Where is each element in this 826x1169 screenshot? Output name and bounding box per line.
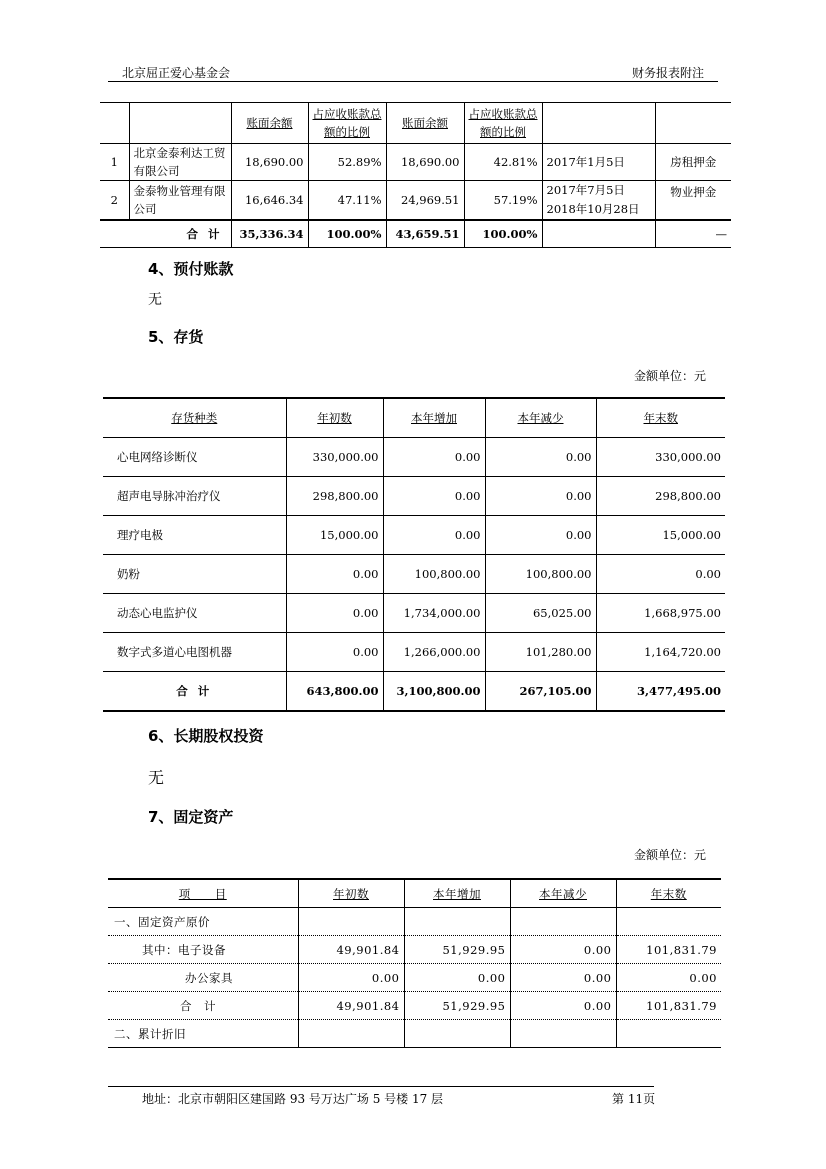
column-header: 项 目 [108,879,298,908]
value-increase [404,1020,510,1048]
item-name: 理疗电极 [103,516,286,555]
table-row [108,936,721,964]
value-begin: 0.00 [286,555,383,594]
table-row [108,964,721,992]
value-end: 298,800.00 [596,477,725,516]
value-decrease: 101,280.00 [485,633,596,672]
value-increase [404,908,510,936]
header-cell: 账面余额 [231,103,308,144]
column-header: 年末数 [596,398,725,438]
column-header: 年初数 [286,398,383,438]
receivables-table [100,102,731,248]
header-cell [100,103,129,144]
value-begin: 49,901.84 [298,992,404,1020]
value-begin: 330,000.00 [286,438,383,477]
item-name: 动态心电监护仪 [103,594,286,633]
balance-end: 18,690.00 [386,144,464,181]
balance-begin: 18,690.00 [231,144,308,181]
row-number: 2 [100,181,129,221]
section-7-unit: 金额单位：元 [634,848,707,862]
section-5-unit: 金额单位：元 [634,369,707,383]
value-decrease: 0.00 [485,477,596,516]
page-number: 第 11页 [612,1092,656,1106]
item-name: 奶粉 [103,555,286,594]
value-end: 330,000.00 [596,438,725,477]
column-header: 年末数 [616,879,721,908]
total-begin: 643,800.00 [286,672,383,712]
table-row [103,516,725,555]
date: 2017年7月5日 [546,183,625,197]
table-row [103,555,725,594]
item-name: 办公家具 [108,964,298,992]
item-name: 一、固定资产原价 [108,908,298,936]
value-begin: 0.00 [286,594,383,633]
row-number: 1 [100,144,129,181]
total-note: — [655,220,731,247]
date-secondary: 2018年10月28日 [546,202,640,216]
value-decrease: 100,800.00 [485,555,596,594]
value-decrease [510,1020,616,1048]
date: 2017年1月5日 [542,144,655,181]
item-name: 数字式多道心电图机器 [103,633,286,672]
value-increase: 0.00 [383,516,485,555]
table-row [103,477,725,516]
table-row [108,908,721,936]
debtor-name: 金泰物业管理有限公司 [129,181,231,221]
value-end: 101,831.79 [616,936,721,964]
footer-address: 地址：北京市朝阳区建国路 93 号万达广场 5 号楼 17 层 [142,1092,444,1106]
total-label: 合 计 [100,220,231,247]
column-header: 本年减少 [510,879,616,908]
value-increase: 1,266,000.00 [383,633,485,672]
value-end: 0.00 [616,964,721,992]
column-header: 本年增加 [383,398,485,438]
total-label: 合 计 [103,672,286,712]
header-cell: 占应收账款总额的比例 [464,103,542,144]
value-increase: 51,929.95 [404,992,510,1020]
table-row [108,1020,721,1048]
table-row [103,438,725,477]
header-cell [655,103,731,144]
total-end: 3,477,495.00 [636,684,721,698]
balance-begin: 16,646.34 [231,181,308,221]
value-increase: 100,800.00 [383,555,485,594]
value-decrease: 0.00 [510,936,616,964]
ratio-begin: 47.11% [308,181,386,221]
header-org: 北京屈正爱心基金会 [122,66,231,80]
value-begin: 15,000.00 [286,516,383,555]
value-decrease: 0.00 [485,438,596,477]
value-begin: 0.00 [286,633,383,672]
total-balance-end: 43,659.51 [386,220,464,247]
value-begin [298,1020,404,1048]
header-cell: 账面余额 [386,103,464,144]
footer-divider [108,1086,654,1087]
ratio-begin: 52.89% [308,144,386,181]
total-date [542,220,655,247]
header-cell [129,103,231,144]
item-name: 合 计 [108,992,298,1020]
value-end: 1,668,975.00 [596,594,725,633]
table-row [100,181,731,221]
column-header: 年初数 [298,879,404,908]
value-end: 1,164,720.00 [596,633,725,672]
note: 房租押金 [655,144,731,181]
table-row [103,594,725,633]
header-cell: 占应收账款总额的比例 [308,103,386,144]
value-increase: 51,929.95 [404,936,510,964]
table-row [103,633,725,672]
value-decrease: 0.00 [485,516,596,555]
item-name: 心电网络诊断仪 [103,438,286,477]
section-5-title: 5、存货 [148,328,204,346]
header-doc-title: 财务报表附注 [631,66,704,80]
value-decrease: 0.00 [510,964,616,992]
note: 物业押金 [655,181,731,221]
total-decrease: 267,105.00 [485,672,596,712]
value-decrease [510,908,616,936]
value-end [616,1020,721,1048]
value-begin: 0.00 [298,964,404,992]
date-cell [542,181,655,221]
total-increase: 3,100,800.00 [383,672,485,712]
value-increase: 0.00 [383,477,485,516]
section-6-title: 6、长期股权投资 [148,727,264,745]
header-divider [108,81,718,82]
column-header: 本年减少 [485,398,596,438]
ratio-end: 57.19% [464,181,542,221]
value-increase: 0.00 [383,438,485,477]
value-end: 0.00 [596,555,725,594]
item-name: 其中：电子设备 [108,936,298,964]
total-balance-begin: 35,336.34 [231,220,308,247]
column-header: 本年增加 [404,879,510,908]
inventory-table [103,397,725,712]
total-ratio-begin: 100.00% [308,220,386,247]
value-begin: 298,800.00 [286,477,383,516]
section-4-body: 无 [148,292,162,308]
section-4-title: 4、预付账款 [148,260,234,278]
table-row [100,144,731,181]
value-end: 101,831.79 [616,992,721,1020]
value-increase: 0.00 [404,964,510,992]
fixed-assets-table [108,878,721,1048]
section-7-title: 7、固定资产 [148,808,234,826]
column-header: 存货种类 [103,398,286,438]
value-begin: 49,901.84 [298,936,404,964]
debtor-name: 北京金泰利达工贸有限公司 [129,144,231,181]
balance-end: 24,969.51 [386,181,464,221]
item-name: 超声电导脉冲治疗仪 [103,477,286,516]
subtotal-row [108,992,721,1020]
header-cell [542,103,655,144]
value-end: 15,000.00 [596,516,725,555]
total-row [103,672,725,712]
value-decrease: 0.00 [510,992,616,1020]
section-6-body: 无 [148,768,165,787]
ratio-end: 42.81% [464,144,542,181]
value-decrease: 65,025.00 [485,594,596,633]
value-increase: 1,734,000.00 [383,594,485,633]
total-ratio-end: 100.00% [464,220,542,247]
value-end [616,908,721,936]
value-begin [298,908,404,936]
total-row [100,220,731,247]
item-name: 二、累计折旧 [108,1020,298,1048]
